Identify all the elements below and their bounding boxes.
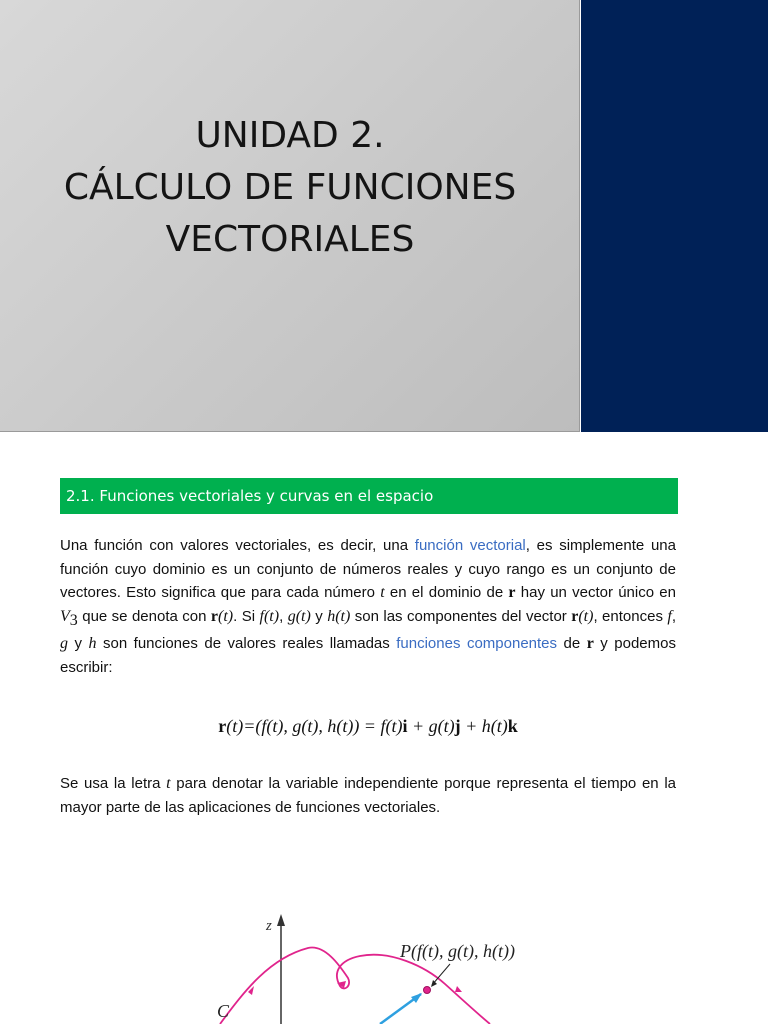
text: . Si: [233, 607, 260, 625]
formula-plus-h: + h(t): [460, 716, 508, 736]
math-r: r: [508, 584, 516, 601]
text: en el dominio de: [384, 584, 509, 601]
term-vector-function: función vectorial: [414, 537, 526, 554]
space-curve-diagram: [200, 906, 560, 1024]
text: y: [310, 607, 328, 625]
section-heading: 2.1. Funciones vectoriales y curvas en el espacio: [60, 478, 678, 514]
formula-lhs: (t)=(f(t), g(t), h(t)) = f(t): [226, 716, 403, 736]
label-pointer-arrowhead: [431, 980, 437, 987]
text: de: [557, 635, 587, 652]
math-r-bold: r: [571, 607, 579, 625]
space-curve-figure: [200, 906, 560, 1024]
text: y podemos escribir:: [60, 635, 676, 676]
vector-function-formula: [60, 716, 676, 737]
text: para denotar la variable independiente porque representa el tiempo en la mayor parte de las aplicaciones de funciones vectoriales.: [60, 775, 676, 816]
title-line-2: CÁLCULO DE FUNCIONES: [63, 167, 517, 208]
text: , es simplemente una función cuyo dominio es un conjunto de números reales y cuyo rango es un conjunto de vectores. Esto significa que para cada número: [60, 537, 676, 601]
z-axis-label: z: [266, 918, 272, 934]
point-p-label: P(f(t), g(t), h(t)): [400, 941, 515, 961]
text: , entonces: [593, 607, 668, 625]
formula-k: k: [507, 716, 518, 736]
slide-title: [0, 110, 580, 266]
time-variable-paragraph: [60, 772, 676, 819]
title-panel: [0, 0, 580, 432]
text: son las componentes del vector: [350, 607, 572, 625]
text: y: [68, 635, 89, 652]
title-line-3: VECTORIALES: [165, 219, 415, 260]
math-h: h: [88, 635, 97, 652]
math-f-of-t: f(t): [259, 607, 280, 625]
text: Una función con valores vectoriales, es decir, una: [60, 537, 415, 554]
accent-panel: [581, 0, 768, 432]
text: que se denota con: [77, 607, 211, 625]
text: ,: [671, 607, 677, 625]
definition-paragraph: [60, 534, 676, 679]
math-r: r: [586, 635, 594, 652]
math-h-of-t: h(t): [327, 607, 351, 625]
curve-arrow: [455, 986, 462, 992]
math-t: t: [380, 584, 385, 601]
math-t: t: [166, 775, 171, 792]
text: ,: [279, 607, 284, 625]
math-v: V: [60, 607, 70, 625]
math-f: f: [667, 607, 672, 625]
math-g-of-t: g(t): [287, 607, 311, 625]
point-p: [424, 987, 431, 994]
math-v-subscript: 3: [69, 611, 78, 629]
formula-i: i: [402, 716, 408, 736]
formula-r: r: [218, 716, 227, 736]
z-axis-arrowhead: [277, 914, 285, 926]
formula-plus-g: + g(t): [407, 716, 455, 736]
math-of-t: (t): [578, 607, 594, 625]
formula-j: j: [454, 716, 461, 736]
math-g: g: [60, 635, 68, 652]
math-of-t: (t): [218, 607, 234, 625]
curve-label: C: [217, 1001, 230, 1021]
text: Se usa la letra: [60, 775, 167, 792]
text: hay un vector único en: [515, 584, 676, 601]
text: son funciones de valores reales llamadas: [96, 635, 397, 652]
math-r-bold: r: [210, 607, 219, 625]
term-component-functions: funciones componentes: [396, 635, 558, 652]
title-line-1: UNIDAD 2.: [195, 115, 385, 156]
